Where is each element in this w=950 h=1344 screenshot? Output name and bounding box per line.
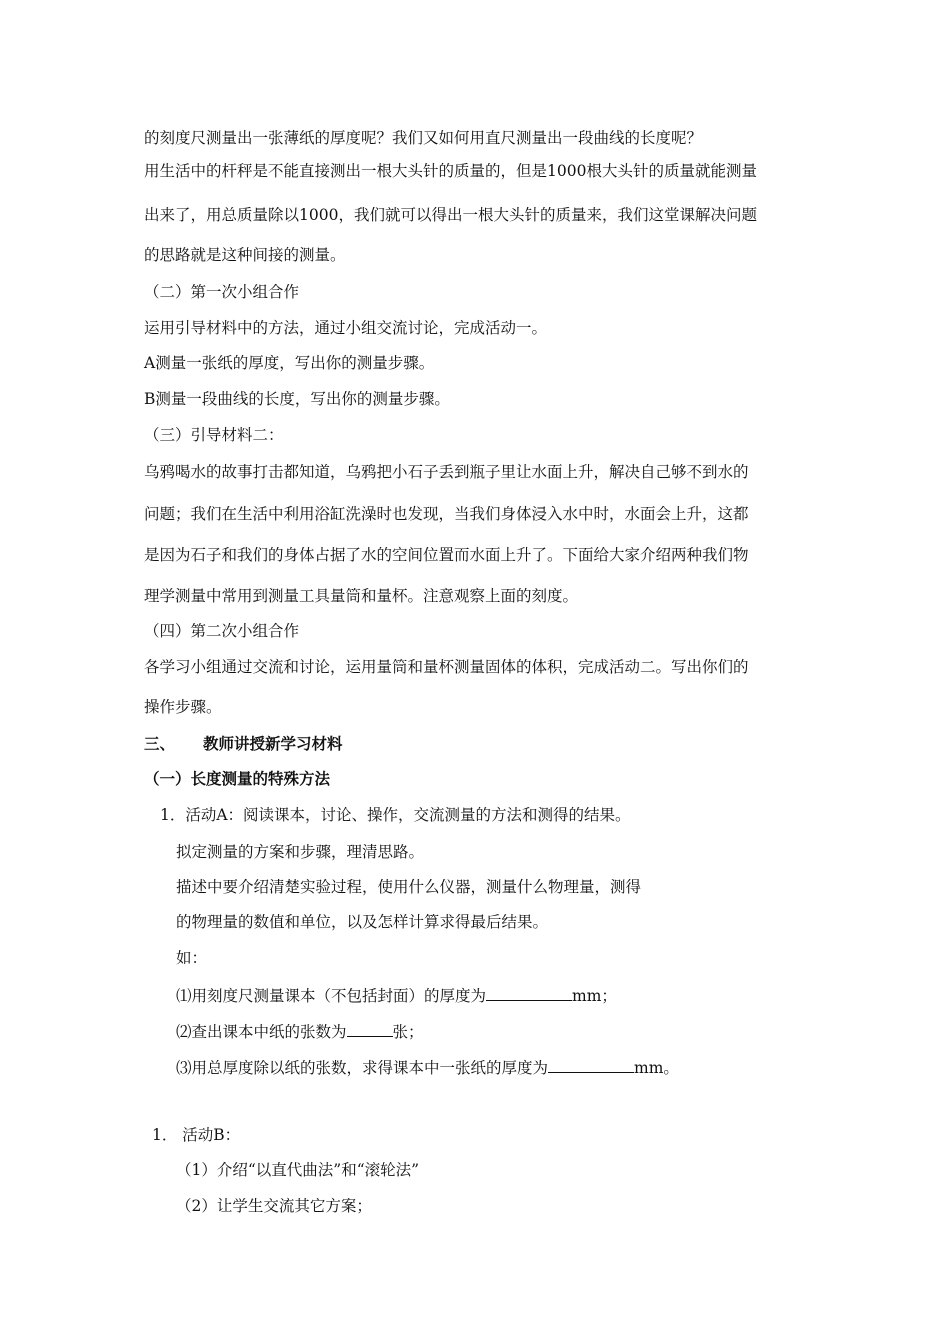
question-2	[176, 1021, 424, 1042]
subsection-heading: （一）长度测量的特殊方法	[144, 769, 331, 788]
question-1	[176, 985, 617, 1006]
question-3-text: ⑶用总厚度除以纸的张数，求得课本中一张纸的厚度为	[176, 1059, 549, 1077]
paragraph-line: A测量一张纸的厚度，写出你的测量步骤。	[144, 354, 435, 372]
fill-blank[interactable]	[486, 985, 572, 1001]
section-number: 三、	[144, 734, 176, 753]
activity-a-heading: 1．活动A：阅读课本，讨论、操作，交流测量的方法和测得的结果。	[160, 806, 631, 824]
paragraph-line: 用生活中的杆秤是不能直接测出一根大头针的质量的，但是1000根大头针的质量就能测量	[144, 162, 757, 180]
paragraph-line: 的思路就是这种间接的测量。	[144, 246, 346, 264]
section-heading	[144, 734, 343, 754]
paragraph-line: B测量一段曲线的长度，写出你的测量步骤。	[144, 390, 450, 408]
paragraph-line: 问题；我们在生活中利用浴缸洗澡时也发现，当我们身体浸入水中时，水面会上升，这都	[144, 505, 749, 523]
fill-blank[interactable]	[548, 1057, 634, 1073]
question-2-text: ⑵查出课本中纸的张数为	[176, 1023, 347, 1041]
activity-b-item: （2）让学生交流其它方案；	[176, 1197, 372, 1215]
paragraph-line: 乌鸦喝水的故事打击都知道，乌鸦把小石子丢到瓶子里让水面上升，解决自己够不到水的	[144, 463, 749, 481]
paragraph-line: 各学习小组通过交流和讨论，运用量筒和量杯测量固体的体积，完成活动二。写出你们的	[144, 658, 749, 676]
section-title: 教师讲授新学习材料	[203, 734, 343, 753]
paragraph-line: 操作步骤。	[144, 698, 222, 716]
paragraph-line: 的刻度尺测量出一张薄纸的厚度呢？我们又如何用直尺测量出一段曲线的长度呢？	[144, 129, 703, 147]
question-3-unit: mm。	[634, 1059, 679, 1077]
activity-b-item: （1）介绍“以直代曲法”和“滚轮法”	[176, 1161, 420, 1179]
subsection-heading: （四）第二次小组合作	[144, 622, 300, 640]
example-label: 如：	[176, 949, 208, 967]
paragraph-line: 拟定测量的方案和步骤，理清思路。	[176, 843, 425, 861]
question-1-unit: mm；	[572, 987, 617, 1005]
paragraph-line: 出来了，用总质量除以1000，我们就可以得出一根大头针的质量来，我们这堂课解决问题	[144, 206, 757, 224]
subsection-heading: （三）引导材料二：	[144, 426, 284, 444]
subsection-heading: （二）第一次小组合作	[144, 283, 300, 301]
paragraph-line: 的物理量的数值和单位，以及怎样计算求得最后结果。	[176, 913, 549, 931]
paragraph-line: 描述中要介绍清楚实验过程，使用什么仪器，测量什么物理量，测得	[176, 878, 642, 896]
question-1-text: ⑴用刻度尺测量课本（不包括封面）的厚度为	[176, 987, 487, 1005]
question-2-unit: 张；	[392, 1023, 424, 1041]
paragraph-line: 理学测量中常用到测量工具量筒和量杯。注意观察上面的刻度。	[144, 587, 579, 605]
paragraph-line: 是因为石子和我们的身体占据了水的空间位置而水面上升了。下面给大家介绍两种我们物	[144, 546, 749, 564]
fill-blank[interactable]	[347, 1021, 393, 1037]
question-3	[176, 1057, 679, 1078]
activity-b-heading: 1． 活动B：	[152, 1126, 241, 1144]
paragraph-line: 运用引导材料中的方法，通过小组交流讨论，完成活动一。	[144, 319, 548, 337]
